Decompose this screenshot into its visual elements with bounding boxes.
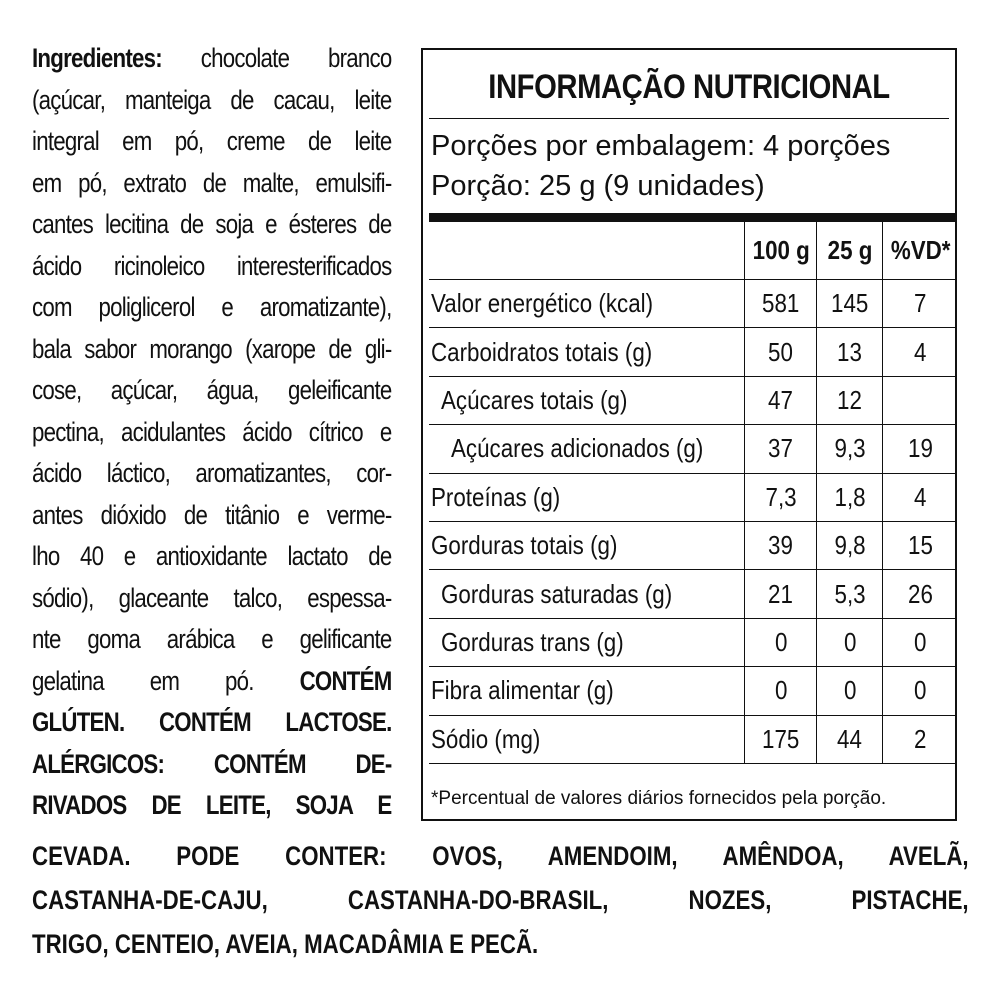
nutrient-value-v25: 12 [817, 376, 883, 424]
ingredients-line: (açúcar, manteiga de cacau, leite [32, 84, 392, 115]
nutrient-value-v100: 0 [745, 667, 817, 715]
nutrient-value-v100: 581 [745, 280, 817, 328]
nutrient-value-vd: 0 [883, 618, 957, 666]
nutrient-label: Sódio (mg) [429, 715, 745, 763]
nutrient-label: Gorduras totais (g) [429, 521, 745, 569]
thick-divider [429, 213, 955, 222]
ingredients-text [32, 38, 392, 827]
nutrient-value-v25: 0 [817, 667, 883, 715]
table-row [429, 280, 957, 328]
nutrient-label: Proteínas (g) [429, 473, 745, 521]
allergen-line: RIVADOS DE LEITE, SOJA E [32, 790, 392, 820]
ingredients-line: Ingredientes: chocolate branco [32, 43, 392, 73]
nutrient-label: Carboidratos totais (g) [429, 328, 745, 376]
nutrient-value-vd: 26 [883, 570, 957, 618]
nutrition-table [429, 222, 957, 764]
nutrient-value-v100: 39 [745, 521, 817, 569]
header-cell-vd: %VD* [883, 222, 957, 280]
ingredients-line: cose, açúcar, água, geleificante [32, 375, 392, 405]
nutrient-value-vd: 4 [883, 328, 957, 376]
nutrient-value-vd: 15 [883, 521, 957, 569]
nutrient-value-v25: 5,3 [817, 570, 883, 618]
table-row [429, 570, 957, 618]
table-row [429, 473, 957, 521]
table-row [429, 328, 957, 376]
nutrient-value-v100: 21 [745, 570, 817, 618]
nutrient-value-v100: 0 [745, 618, 817, 666]
nutrition-title: INFORMAÇÃO NUTRICIONAL [488, 68, 890, 106]
nutrient-label: Açúcares adicionados (g) [429, 425, 745, 473]
nutrient-value-vd: 0 [883, 667, 957, 715]
footnote: *Percentual de valores diários fornecidos pela porção. [431, 788, 887, 809]
allergen-line: TRIGO, CENTEIO, AVEIA, MACADÂMIA E PECÃ. [32, 929, 539, 959]
nutrient-value-v25: 9,8 [817, 521, 883, 569]
ingredients-line: com poliglicerol e aromatizante), [32, 292, 392, 322]
nutrient-value-v25: 0 [817, 618, 883, 666]
nutrient-label: Fibra alimentar (g) [429, 667, 745, 715]
nutrient-value-vd: 19 [883, 425, 957, 473]
nutrient-value-v100: 175 [745, 715, 817, 763]
nutrient-value-v25: 44 [817, 715, 883, 763]
nutrient-value-v25: 1,8 [817, 473, 883, 521]
nutrition-facts-panel [421, 48, 957, 821]
servings-per-package: Porções por embalagem: 4 porções [431, 130, 891, 162]
table-row [429, 425, 957, 473]
allergen-line: CEVADA. PODE CONTER: OVOS, AMENDOIM, AMÊNDOA, AVELÃ, [32, 841, 969, 871]
nutrient-label: Gorduras trans (g) [429, 618, 745, 666]
ingredients-line: ácido láctico, aromatizantes, cor- [32, 458, 392, 488]
ingredients-line: bala sabor morango (xarope de gli- [32, 333, 392, 364]
table-row [429, 618, 957, 666]
nutrient-value-v100: 37 [745, 425, 817, 473]
table-row [429, 667, 957, 715]
nutrient-value-v25: 13 [817, 328, 883, 376]
nutrient-value-v100: 50 [745, 328, 817, 376]
ingredients-line: integral em pó, creme de leite [32, 126, 392, 156]
allergen-line: ALÉRGICOS: CONTÉM DE- [32, 748, 392, 779]
ingredients-line: sódio), glaceante talco, espessa- [32, 582, 392, 613]
nutrient-label: Açúcares totais (g) [429, 376, 745, 424]
nutrient-label: Gorduras saturadas (g) [429, 570, 745, 618]
nutrient-value-v25: 9,3 [817, 425, 883, 473]
nutrient-value-v100: 47 [745, 376, 817, 424]
ingredients-line: em pó, extrato de malte, emulsifi- [32, 167, 392, 198]
header-cell-25g: 25 g [817, 222, 883, 280]
allergen-warning [32, 834, 969, 966]
allergen-line: CASTANHA-DE-CAJU, CASTANHA-DO-BRASIL, NOZES, PISTACHE, [32, 885, 969, 915]
nutrient-value-vd: 7 [883, 280, 957, 328]
ingredients-line: pectina, acidulantes ácido cítrico e [32, 416, 392, 447]
table-row [429, 521, 957, 569]
serving-size: Porção: 25 g (9 unidades) [431, 170, 765, 202]
header-cell-100g: 100 g [745, 222, 817, 280]
allergen-line: GLÚTEN. CONTÉM LACTOSE. [32, 707, 392, 737]
nutrient-value-vd: 4 [883, 473, 957, 521]
nutrient-value-v25: 145 [817, 280, 883, 328]
nutrient-value-vd: 2 [883, 715, 957, 763]
table-row [429, 376, 957, 424]
table-row [429, 715, 957, 763]
table-header-row [429, 222, 957, 280]
divider [429, 118, 949, 119]
ingredients-line: cantes lecitina de soja e ésteres de [32, 209, 392, 239]
ingredients-line: lho 40 e antioxidante lactato de [32, 541, 392, 571]
ingredients-line: nte goma arábica e gelificante [32, 624, 392, 654]
header-cell [429, 222, 745, 280]
ingredients-line: ácido ricinoleico interesterificados [32, 250, 392, 281]
nutrient-label: Valor energético (kcal) [429, 280, 745, 328]
nutrient-value-vd [883, 376, 957, 424]
ingredients-line: gelatina em pó. CONTÉM [32, 665, 392, 696]
ingredients-line: antes dióxido de titânio e verme- [32, 499, 392, 530]
nutrient-value-v100: 7,3 [745, 473, 817, 521]
